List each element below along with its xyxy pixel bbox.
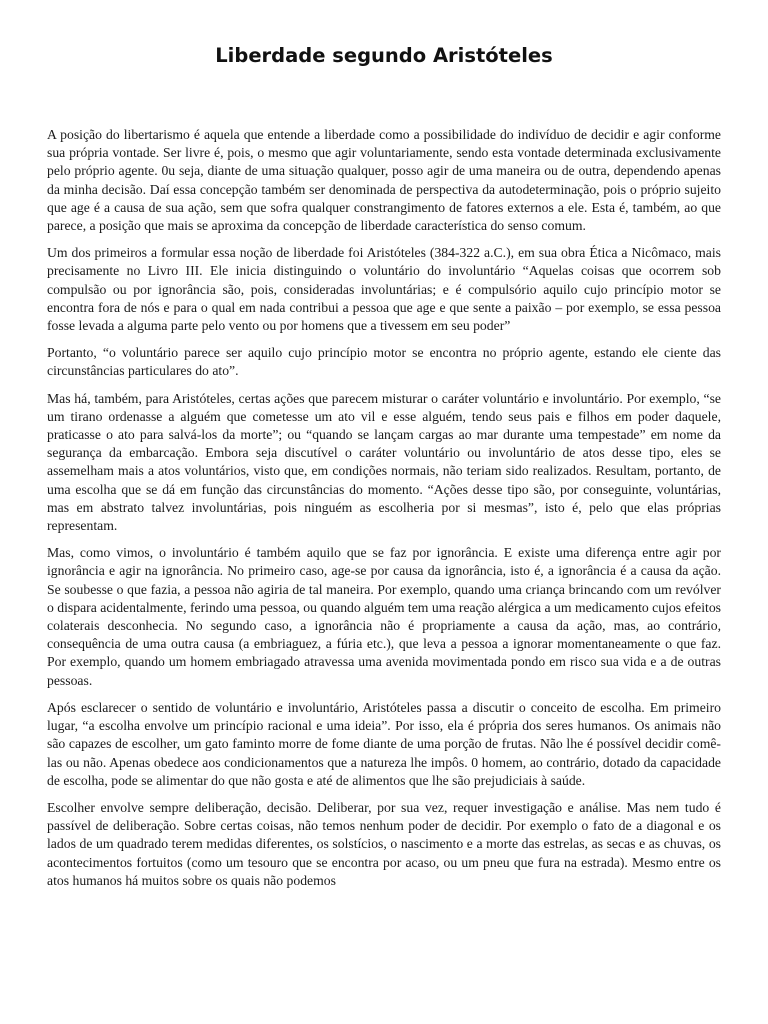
paragraph: Um dos primeiros a formular essa noção de liberdade foi Aristóteles (384-322 a.C.), em sua obra Ética a Nicômaco, mais precisamente no Livro III. Ele inicia distinguindo o voluntário do involuntário “Aquelas coisas que ocorrem sob compulsão ou por ignorância são, pois, consideradas involuntárias; e é compulsório aquilo cujo princípio motor se encontra fora de nós e para o qual em nada contribui a pessoa que age e que sente a paixão – por exemplo, se essa pessoa fosse levada a alguma parte pelo vento ou por homens que a tivessem em seu poder” [47,245,721,334]
paragraph: Mas há, também, para Aristóteles, certas ações que parecem misturar o caráter voluntário e involuntário. Por exemplo, “se um tirano ordenasse a alguém que cometesse um ato vil e esse alguém, tendo seus pais e filhos em poder daquele, praticasse o ato para salvá-los da morte”; ou “quando se lançam cargas ao mar durante uma tempestade” em nome da segurança da embarcação. Embora seja discutível o caráter voluntário ou involuntário de atos desse tipo, eles se assemelham mais a atos voluntários, visto que, em condições normais, não teriam sido realizados. Resultam, portanto, de uma escolha que se dá em função das circunstâncias do momento. “Ações desse tipo são, por conseguinte, voluntárias, mas em abstrato talvez involuntárias, pois ninguém as escolheria por si mesmas”, isto é, pelo que elas próprias representam. [47,390,721,534]
paragraph: Após esclarecer o sentido de voluntário e involuntário, Aristóteles passa a discutir o conceito de escolha. Em primeiro lugar, “a escolha envolve um princípio racional e uma ideia”. Por isso, ela é própria dos seres humanos. Os animais não são capazes de escolher, um gato faminto morre de fome diante de uma porção de frutas. Não lhe é possível decidir comê-las ou não. Apenas obedece aos condicionamentos que a natureza lhe impôs. 0 homem, ao contrário, dotado da capacidade de escolha, pode se alimentar do que não gosta e até de alimentos que lhe são prejudiciais à saúde. [47,699,721,788]
paragraph: Escolher envolve sempre deliberação, decisão. Deliberar, por sua vez, requer investigação e análise. Mas nem tudo é passível de deliberação. Sobre certas coisas, não temos nenhum poder de decidir. Por exemplo o fato de a diagonal e os lados de um quadrado terem medidas diferentes, os solstícios, o nascimento e a morte das estrelas, as secas e as chuvas, os acontecimentos fortuitos (como um tesouro que se encontra por acaso, ou um pneu que fura na estrada). Mesmo entre os atos humanos há muitos sobre os quais não podemos [47,799,721,888]
document-title: Liberdade segundo Aristóteles [215,44,553,67]
document-body [47,126,721,899]
paragraph: Portanto, “o voluntário parece ser aquilo cujo princípio motor se encontra no próprio agente, estando ele ciente das circunstâncias particulares do ato”. [47,345,721,379]
paragraph: Mas, como vimos, o involuntário é também aquilo que se faz por ignorância. E existe uma diferença entre agir por ignorância e agir na ignorância. No primeiro caso, age-se por causa da ignorância, isto é, a ignorância é a causa da ação. Se soubesse o que fazia, a pessoa não agiria de tal maneira. Por exemplo, quando uma criança brincando com um revólver o dispara acidentalmente, ferindo uma pessoa, ou quando alguém tem uma reação alérgica a um medicamento cujos efeitos colaterais desconhecia. No segundo caso, a ignorância não é propriamente a causa da ação, mas, ao contrário, consequência de uma outra causa (a embriaguez, a fúria etc.), que leva a pessoa a ignorar momentaneamente o que faz. Por exemplo, quando um homem embriagado atravessa uma avenida movimentada pondo em risco sua vida e a de outras pessoas. [47,545,721,688]
paragraph: A posição do libertarismo é aquela que entende a liberdade como a possibilidade do indivíduo de decidir e agir conforme sua própria vontade. Ser livre é, pois, o mesmo que agir voluntariamente, sendo esta vontade determinada exclusivamente pelo próprio agente. 0u seja, diante de uma situação qualquer, posso agir de uma maneira ou de outra, dependendo apenas da minha decisão. Daí essa concepção também ser denominada de perspectiva da autodeterminação, pois o próprio sujeito que age é a causa de sua ação, sem que sofra qualquer constrangimento de fatores externos a ele. Esta é, também, ao que parece, a posição que mais se aproxima da concepção de liberdade característica do senso comum. [47,127,721,234]
